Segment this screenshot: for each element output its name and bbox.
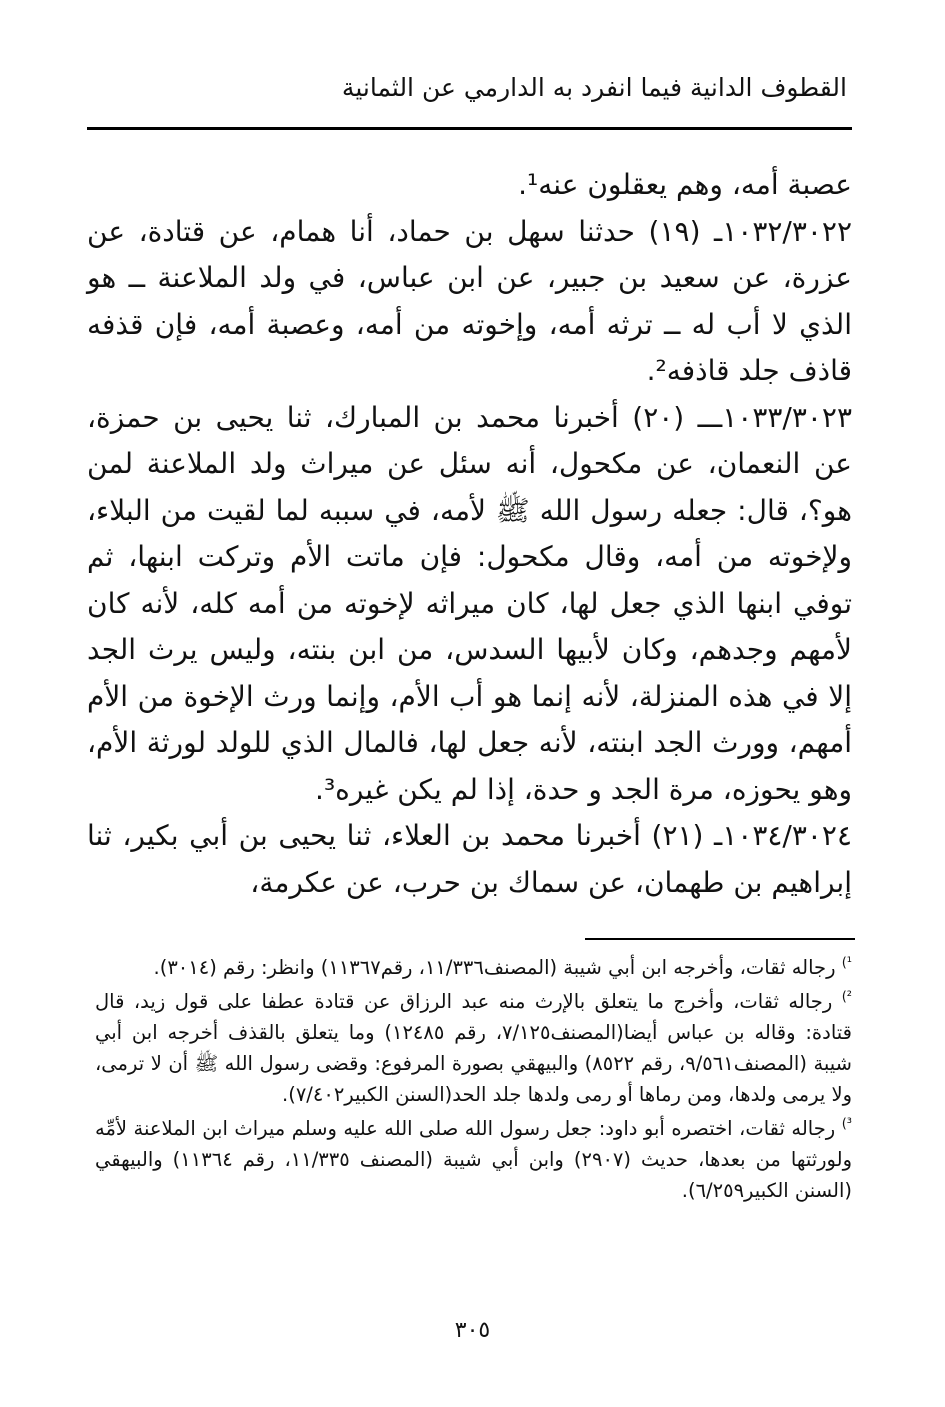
hadith-1034: ١٠٣٤/٣٠٢٤ـ (٢١) أخبرنا محمد بن العلاء، ثنا يحيى بن أبي بكير، ثنا إبراهيم بن طهمان، عن سماك بن حرب، عن عكرمة،: [87, 819, 852, 899]
footnote-marker: ³): [841, 1116, 852, 1132]
paragraph-continuation: عصبة أمه، وهم يعقلون عنه¹.: [518, 168, 852, 201]
footnote-divider: [585, 938, 855, 940]
footnote-2: [95, 986, 852, 1110]
running-header: القطوف الدانية فيما انفرد به الدارمي عن الثمانية: [341, 73, 847, 102]
footnote-text: رجاله ثقات، وأخرج ما يتعلق بالإرث منه عبد الرزاق عن قتادة عطفا على قول زيد، قال قتادة: وقاله بن عباس أيضا(المصنف٧/١٢٥، رقم ١٢٤٨٥) وما يتعلق بالقذف أخرجه ابن أبي شيبة (المصنف٩/٥٦١، رقم ٨٥٢٢) والبيهقي بصورة المرفوع: وقضى رسول الله ﷺ أن لا ترمى، ولا يرمى ولدها، ومن رماها أو رمى ولدها جلد الحد(السنن الكبير٧/٤٠٢).: [95, 990, 853, 1106]
hadith-1032: ١٠٣٢/٣٠٢٢ـ (١٩) حدثنا سهل بن حماد، أنا همام، عن قتادة، عن عزرة، عن سعيد بن جبير، عن ابن عباس، في ولد الملاعنة ــ هو الذي لا أب له ــ ترثه أمه، وإخوته من أمه، وعصبة أمه، فإن قذفه قاذف جلد قاذفه².: [87, 214, 852, 387]
footnote-3: [95, 1113, 852, 1206]
hadith-1033: ١٠٣٣/٣٠٢٣ـــ (٢٠) أخبرنا محمد بن المبارك، ثنا يحيى بن حمزة، عن النعمان، عن مكحول، أنه سئل عن ميراث ولد الملاعنة لمن هو؟، قال: جعله رسول الله ﷺ لأمه، في سببه لما لقيت من البلاء، ولإخوته من أمه، وقال مكحول: فإن ماتت الأم وتركت ابنها، ثم توفي ابنها الذي جعل لها، كان ميراثه لإخوته من أمه كله، لأنه كان لأمهم وجدهم، وكان لأبيها السدس، من ابن بنته، وليس يرث الجد إلا في هذه المنزلة، لأنه إنما هو أب الأم، وإنما ورث الإخوة من الأم أمهم، وورث الجد ابنته، لأنه جعل لها، فالمال الذي للولد لورثة الأم، وهو يحوزه، مرة الجد و حدة، إذا لم يكن غيره³.: [87, 400, 852, 806]
footnote-text: رجاله ثقات، وأخرجه ابن أبي شيبة (المصنف١١/٣٣٦، رقم١١٣٦٧) وانظر: رقم (٣٠١٤).: [153, 956, 836, 979]
footnote-marker: ²): [841, 989, 852, 1005]
page-number: ٣٠٥: [454, 1318, 491, 1343]
footnote-marker: ¹): [841, 955, 852, 971]
main-text: [87, 162, 852, 906]
footnote-text: رجاله ثقات، اختصره أبو داود: جعل رسول الله صلى الله عليه وسلم ميراث ابن الملاعنة لأمِّه ولورثتها من بعدها، حديث (٢٩٠٧) وابن أبي شيبة (المصنف ١١/٣٣٥، رقم ١١٣٦٤) والبيهقي (السنن الكبير٦/٢٥٩).: [95, 1117, 852, 1202]
footnotes: [95, 952, 852, 1209]
footnote-1: [95, 952, 852, 983]
header-divider: [87, 127, 852, 130]
